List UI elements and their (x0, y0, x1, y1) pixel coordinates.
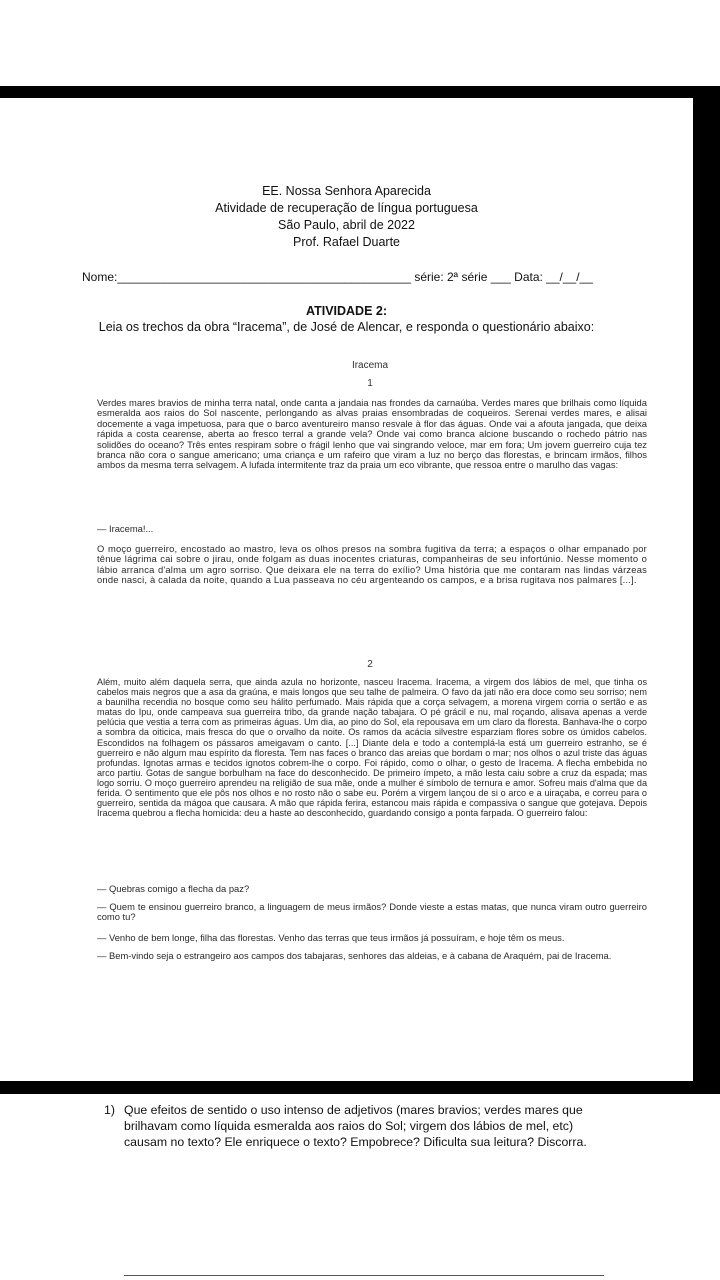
place-date: São Paulo, abril de 2022 (278, 218, 415, 232)
chapter-2-number: 2 (367, 659, 373, 670)
name-grade-date-line: Nome:____________________________________________ série: 2ª série ___ Data: __/__/__ (82, 270, 593, 284)
answer-line[interactable] (124, 1275, 604, 1276)
chapter-2-dialogue: — Quem te ensinou guerreiro branco, a linguagem de meus irmãos? Donde vieste a estas matas, que nunca viram outro guerreiro como tu? (97, 901, 647, 923)
activity-title: ATIVIDADE 2: (305, 304, 388, 318)
chapter-2-dialogue: — Bem-vindo seja o estrangeiro aos campos dos tabajaras, senhores das aldeias, e à cabana de Araquém, pai de Iracema. (97, 950, 612, 961)
instructions: Leia os trechos da obra “Iracema”, de José de Alencar, e responda o questionário abaixo: (98, 320, 595, 334)
chapter-1-number: 1 (367, 378, 373, 389)
activity-subtitle: Atividade de recuperação de língua portuguesa (215, 201, 478, 215)
teacher-name: Prof. Rafael Duarte (293, 235, 400, 249)
question-text: Que efeitos de sentido o uso intenso de adjetivos (mares bravios; verdes mares que brilhavam como líquida esmeralda aos raios do Sol; virgem dos lábios de mel, etc) causam no texto? Ele enriquece o texto? Empobrece? Dificulta sua leitura? Discorra. (124, 1103, 587, 1150)
chapter-1-paragraph: Verdes mares bravios de minha terra natal, onde canta a jandaia nas frondes da carnaúba. Verdes mares que brilhais como líquida esmeralda aos raios do Sol nascente, perlongando as alvas praias ensombradas de coqueiros. Serenai verdes mares, e alisai docemente a vaga impetuosa, para que o barco aventureiro manso resvale à flor das águas. Onde vai a afouta jangada, que deixa rápida a costa cearense, aberta ao fresco terral a grande vela? Onde vai como branca alcione buscando o rochedo pátrio nas solidões do oceano? Três entes respiram sobre o frágil lenho que vai singrando veloce, mar em fora; Um jovem guerreiro cuja tez branca não cora o sangue americano; uma criança e um rafeiro que viram a luz no berço das florestas, e brincam irmãos, filhos ambos da mesma terra selvagem. A lufada intermitente traz da praia um eco vibrante, que ressoa entre o marulho das vagas: (97, 397, 647, 471)
chapter-2-dialogue: — Quebras comigo a flecha da paz? (97, 883, 250, 894)
chapter-1-paragraph: O moço guerreiro, encostado ao mastro, leva os olhos presos na sombra fugitiva da terra; a espaços o olhar empanado por tênue lágrima cai sobre o jirau, onde folgam as duas inocentes criaturas, companheiras de seu infortúnio. Nesse momento o lábio arranca d'alma um agro sorriso. Que deixara ele na terra do exílio? Uma história que me contaram nas lindas várzeas onde nasci, à calada da noite, quando a Lua passeava no céu argenteando os campos, e a brisa rugitava nos palmares [...]. (97, 543, 647, 586)
document-page (0, 98, 693, 1081)
question-number: 1) (104, 1103, 115, 1117)
chapter-2-dialogue: — Venho de bem longe, filha das florestas. Venho das terras que teus irmãos já possuíram, e hoje têm os meus. (97, 932, 565, 943)
chapter-2-paragraph: Além, muito além daquela serra, que ainda azula no horizonte, nasceu Iracema. Iracema, a virgem dos lábios de mel, que tinha os cabelos mais negros que a asa da graúna, e mais longos que seu talhe de palmeira. O favo da jati não era doce como seu sorriso; nem a baunilha recendia no bosque como seu hálito perfumado. Mais rápida que a corça selvagem, a morena virgem corria o sertão e as matas do Ipu, onde campeava sua guerreira tribo, da grande nação tabajara. O pé grácil e nu, mal roçando, alisava apenas a verde pelúcia que vestia a terra com as primeiras águas. Um dia, ao pino do Sol, ela repousava em um claro da floresta. Banhava-lhe o corpo a sombra da oiticica, mais fresca do que o orvalho da noite. Os ramos da acácia silvestre esparziam flores sobre os úmidos cabelos. Escondidos na folhagem os pássaros ameigavam o canto. [...] Diante dela e todo a contemplá-la está um guerreiro estranho, se é guerreiro e não algum mau espírito da floresta. Tem nas faces o branco das areias que bordam o mar; nos olhos o azul triste das águas profundas. Ignotas armas e tecidos ignotos cobrem-lhe o corpo. Foi rápido, como o olhar, o gesto de Iracema. A flecha embebida no arco partiu. Gotas de sangue borbulham na face do desconhecido. De primeiro ímpeto, a mão lesta caiu sobre a cruz da espada; mas logo sorriu. O moço guerreiro aprendeu na religião de sua mãe, onde a mulher é símbolo de ternura e amor. Sofreu mais d'alma que da ferida. O sentimento que ele pôs nos olhos e no rosto não o sabe eu. Porém a virgem lançou de si o arco e a uiraçaba, e correu para o guerreiro, sentida da mágoa que causara. A mão que rápida ferira, estancou mais rápida e compassiva o sangue que gotejava. Depois Iracema quebrou a flecha homicida: deu a haste ao desconhecido, guardando consigo a ponta farpada. O guerreiro falou: (97, 677, 647, 819)
page-top-fragment (0, 0, 720, 86)
chapter-1-paragraph: — Iracema!... (97, 523, 154, 534)
excerpt-title: Iracema (351, 360, 389, 371)
school-name: EE. Nossa Senhora Aparecida (262, 184, 431, 198)
